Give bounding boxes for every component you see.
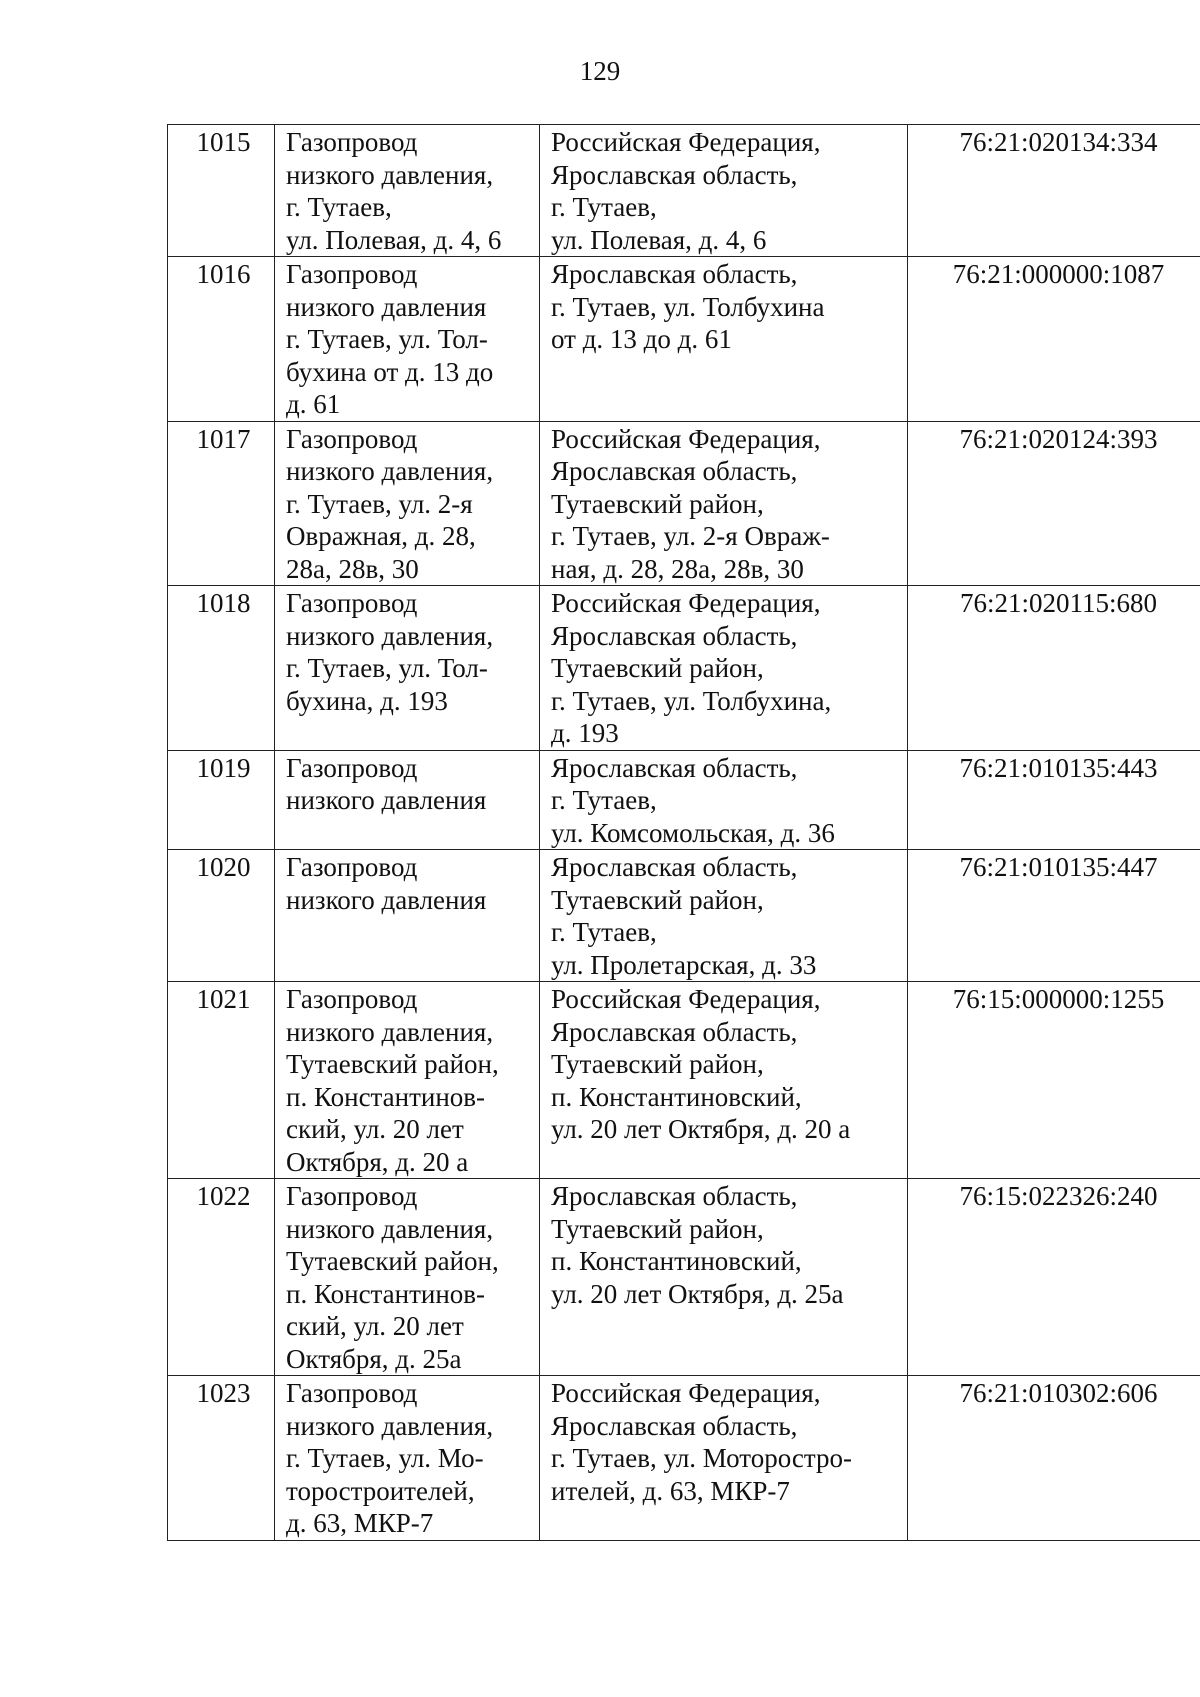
- object-name-cell: Газопровод низкого давления, г. Тутаев, ул. Мо- торостроителей, д. 63, МКР-7: [275, 1376, 540, 1541]
- object-name-cell: Газопровод низкого давления, г. Тутаев, ул. 2-я Овражная, д. 28, 28а, 28в, 30: [275, 421, 540, 586]
- registry-table: [167, 124, 1200, 1541]
- cadastral-number-cell: 76:21:020124:393: [908, 421, 1200, 586]
- address-cell: Ярославская область, Тутаевский район, п. Константиновский, ул. 20 лет Октября, д. 25а: [540, 1179, 908, 1376]
- row-number-cell: 1022: [168, 1179, 275, 1376]
- address-cell: Российская Федерация, Ярославская область, Тутаевский район, г. Тутаев, ул. Толбухина, д. 193: [540, 586, 908, 751]
- cadastral-number-cell: 76:21:010302:606: [908, 1376, 1200, 1541]
- row-number-cell: 1021: [168, 982, 275, 1179]
- page-number: 129: [579, 56, 621, 86]
- cadastral-number-cell: 76:21:020134:334: [908, 125, 1200, 257]
- table-row: [168, 1179, 1200, 1376]
- row-number-cell: 1018: [168, 586, 275, 751]
- cadastral-number-cell: 76:21:010135:447: [908, 850, 1200, 982]
- table-row: [168, 125, 1200, 257]
- address-cell: Ярославская область, г. Тутаев, ул. Комсомольская, д. 36: [540, 750, 908, 850]
- cadastral-number-cell: 76:21:020115:680: [908, 586, 1200, 751]
- address-cell: Российская Федерация, Ярославская область, г. Тутаев, ул. Моторостро- ителей, д. 63, МКР-7: [540, 1376, 908, 1541]
- address-cell: Российская Федерация, Ярославская область, Тутаевский район, г. Тутаев, ул. 2-я Овраж- ная, д. 28, 28а, 28в, 30: [540, 421, 908, 586]
- table-row: [168, 421, 1200, 586]
- registry-table-body: [168, 125, 1200, 1541]
- object-name-cell: Газопровод низкого давления, г. Тутаев, ул. Тол- бухина, д. 193: [275, 586, 540, 751]
- cadastral-number-cell: 76:15:022326:240: [908, 1179, 1200, 1376]
- table-row: [168, 1376, 1200, 1541]
- object-name-cell: Газопровод низкого давления: [275, 850, 540, 982]
- table-row: [168, 850, 1200, 982]
- cadastral-number-cell: 76:21:000000:1087: [908, 257, 1200, 422]
- table-row: [168, 586, 1200, 751]
- table-row: [168, 750, 1200, 850]
- row-number-cell: 1015: [168, 125, 275, 257]
- object-name-cell: Газопровод низкого давления: [275, 750, 540, 850]
- row-number-cell: 1016: [168, 257, 275, 422]
- table-row: [168, 257, 1200, 422]
- row-number-cell: 1017: [168, 421, 275, 586]
- address-cell: Ярославская область, г. Тутаев, ул. Толбухина от д. 13 до д. 61: [540, 257, 908, 422]
- row-number-cell: 1023: [168, 1376, 275, 1541]
- object-name-cell: Газопровод низкого давления г. Тутаев, ул. Тол- бухина от д. 13 до д. 61: [275, 257, 540, 422]
- address-cell: Ярославская область, Тутаевский район, г. Тутаев, ул. Пролетарская, д. 33: [540, 850, 908, 982]
- object-name-cell: Газопровод низкого давления, г. Тутаев, ул. Полевая, д. 4, 6: [275, 125, 540, 257]
- object-name-cell: Газопровод низкого давления, Тутаевский район, п. Константинов- ский, ул. 20 лет Октября, д. 25а: [275, 1179, 540, 1376]
- row-number-cell: 1019: [168, 750, 275, 850]
- row-number-cell: 1020: [168, 850, 275, 982]
- address-cell: Российская Федерация, Ярославская область, Тутаевский район, п. Константиновский, ул. 20 лет Октября, д. 20 а: [540, 982, 908, 1179]
- cadastral-number-cell: 76:21:010135:443: [908, 750, 1200, 850]
- cadastral-number-cell: 76:15:000000:1255: [908, 982, 1200, 1179]
- object-name-cell: Газопровод низкого давления, Тутаевский район, п. Константинов- ский, ул. 20 лет Октября, д. 20 а: [275, 982, 540, 1179]
- address-cell: Российская Федерация, Ярославская область, г. Тутаев, ул. Полевая, д. 4, 6: [540, 125, 908, 257]
- table-row: [168, 982, 1200, 1179]
